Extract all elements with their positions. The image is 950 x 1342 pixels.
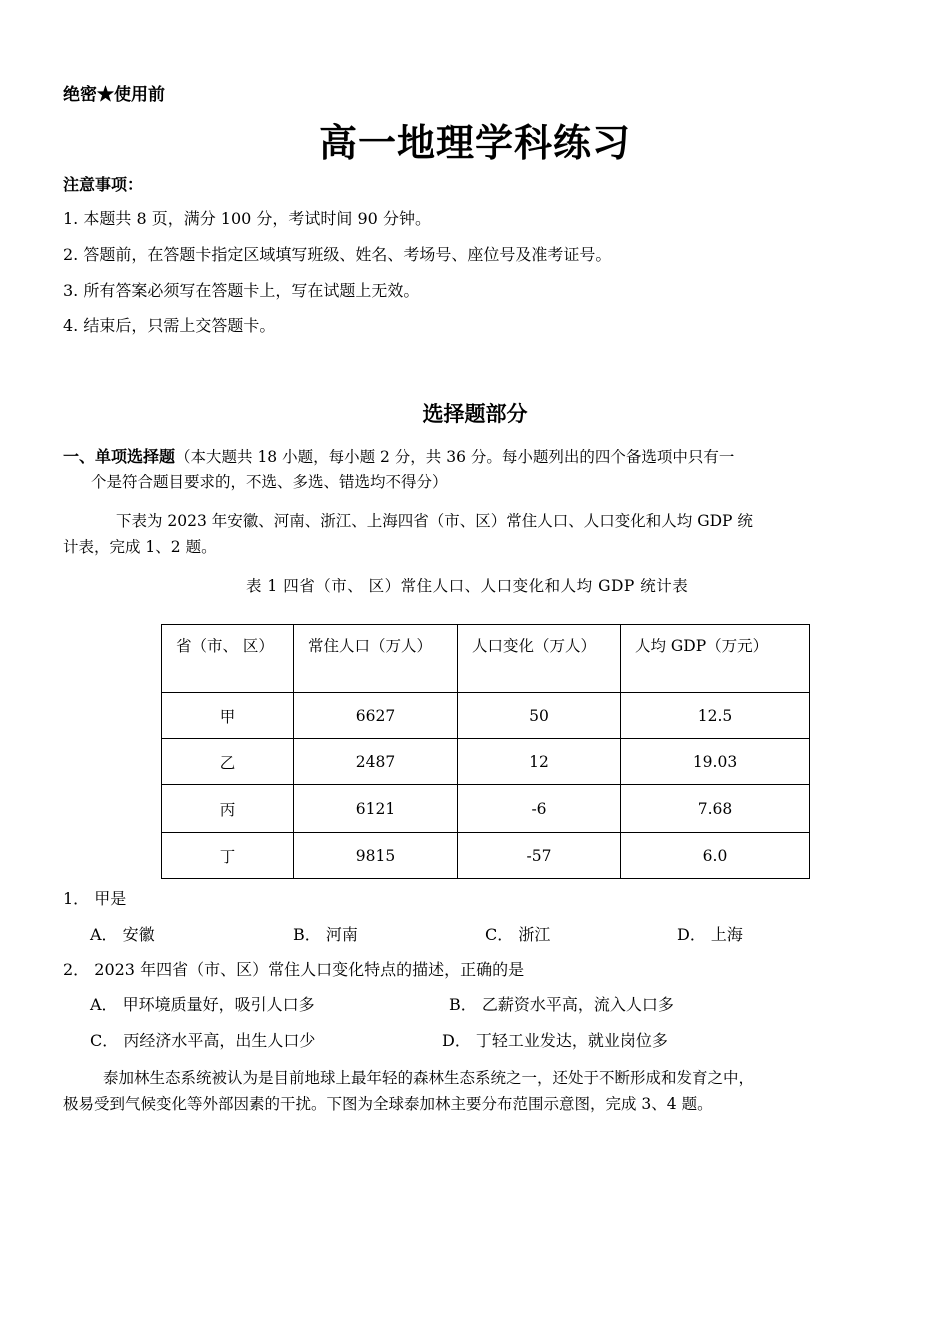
q1-option-a: A． 安徽 — [90, 925, 155, 944]
part1-heading: 一、单项选择题 — [63, 447, 176, 466]
page-title: 高一地理学科练习 — [318, 120, 631, 165]
q2-option-c: C． 丙经济水平高，出生人口少 — [90, 1031, 316, 1050]
part1-line2: 个是符合题目要求的，不选、多选、错选均不得分） — [91, 473, 448, 491]
q2-option-d: D． 丁轻工业发达，就业岗位多 — [442, 1031, 668, 1050]
section-title: 选择题部分 — [422, 401, 528, 426]
table-cell: 12 — [458, 739, 621, 785]
notice-item: 3. 所有答案必须写在答题卡上，写在试题上无效。 — [63, 281, 420, 300]
notice-heading: 注意事项： — [63, 175, 144, 194]
table-cell: 12.5 — [621, 693, 810, 739]
table-cell: 丁 — [162, 833, 294, 879]
material1-line1: 下表为 2023 年安徽、河南、浙江、上海四省（市、区）常住人口、人口变化和人均 GDP 统 — [116, 512, 753, 530]
table-cell: 6.0 — [621, 833, 810, 879]
table-header-cell: 人均 GDP（万元） — [621, 625, 810, 693]
statistics-table — [161, 624, 810, 879]
table-header-row — [162, 625, 810, 693]
table-cell: -6 — [458, 785, 621, 833]
table-caption: 表 1 四省（市、 区）常住人口、人口变化和人均 GDP 统计表 — [246, 577, 689, 595]
table-cell: 7.68 — [621, 785, 810, 833]
question-1-stem: 1． 甲是 — [63, 889, 127, 908]
table-cell: 19.03 — [621, 739, 810, 785]
table-cell: 6121 — [294, 785, 458, 833]
q2-option-b: B． 乙薪资水平高，流入人口多 — [449, 995, 674, 1014]
table-cell: 乙 — [162, 739, 294, 785]
table-cell: 甲 — [162, 693, 294, 739]
notice-item: 4. 结束后，只需上交答题卡。 — [63, 316, 276, 335]
confidential-mark: 绝密★使用前 — [63, 85, 165, 105]
table-cell: 6627 — [294, 693, 458, 739]
table-cell: 2487 — [294, 739, 458, 785]
material1-line2: 计表，完成 1、2 题。 — [63, 538, 217, 556]
table-cell: 丙 — [162, 785, 294, 833]
question-2-stem: 2． 2023 年四省（市、区）常住人口变化特点的描述，正确的是 — [63, 960, 525, 979]
q1-option-b: B． 河南 — [293, 925, 358, 944]
part1-line1 — [63, 444, 734, 467]
table-header-cell: 人口变化（万人） — [458, 625, 621, 693]
table-row — [162, 693, 810, 739]
table-cell: 9815 — [294, 833, 458, 879]
table-row — [162, 785, 810, 833]
table-cell: 50 — [458, 693, 621, 739]
q1-option-c: C． 浙江 — [485, 925, 551, 944]
q2-option-a: A． 甲环境质量好，吸引人口多 — [90, 995, 315, 1014]
notice-item: 1. 本题共 8 页，满分 100 分，考试时间 90 分钟。 — [63, 209, 431, 228]
table-header-cell: 省（市、 区） — [162, 625, 294, 693]
table-cell: -57 — [458, 833, 621, 879]
material2-line1: 泰加林生态系统被认为是目前地球上最年轻的森林生态系统之一，还处于不断形成和发育之中， — [103, 1069, 755, 1087]
table-row — [162, 739, 810, 785]
table-row — [162, 833, 810, 879]
part1-desc: （本大题共 18 小题，每小题 2 分，共 36 分。每小题列出的四个备选项中只有一 — [175, 448, 735, 466]
notice-item: 2. 答题前，在答题卡指定区域填写班级、姓名、考场号、座位号及准考证号。 — [63, 245, 612, 264]
material2-line2: 极易受到气候变化等外部因素的干扰。下图为全球泰加林主要分布范围示意图，完成 3、4 题。 — [63, 1095, 713, 1113]
q1-option-d: D． 上海 — [677, 925, 743, 944]
table-header-cell: 常住人口（万人） — [294, 625, 458, 693]
